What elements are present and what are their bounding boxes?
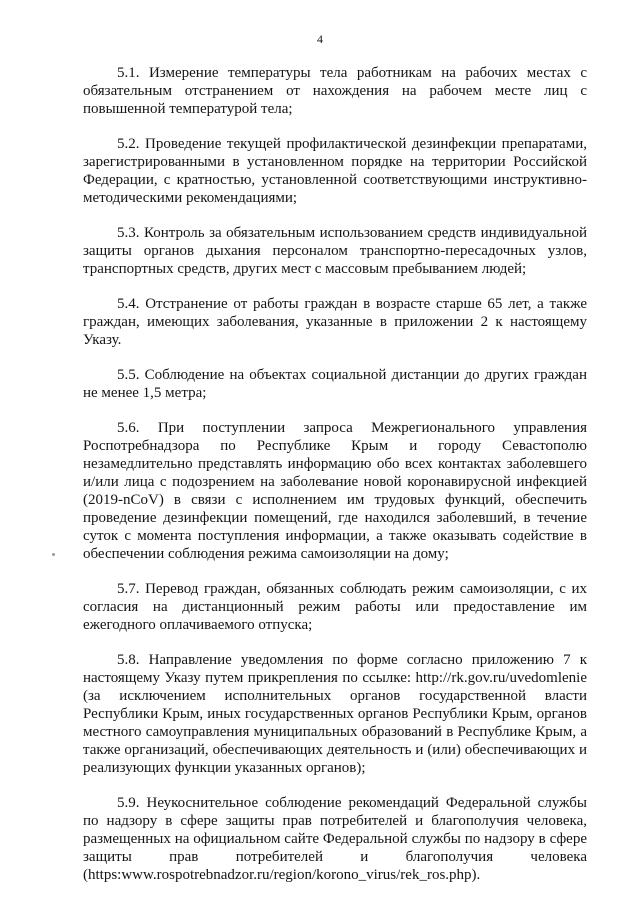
page-number: 4 [317,32,323,46]
paragraph-5-4: 5.4. Отстранение от работы граждан в возрасте старше 65 лет, а также граждан, имеющих заболевания, указанные в приложении 2 к настоящему Указу. [83,296,587,348]
paragraph-5-3: 5.3. Контроль за обязательным использованием средств индивидуальной защиты органов дыхания персоналом транспортно-пересадочных узлов, транспортных средств, других мест с массовым пребыванием людей; [83,225,587,277]
scan-speck [52,553,55,556]
paragraph-5-1: 5.1. Измерение температуры тела работникам на рабочих местах с обязательным отстранением от нахождения на рабочем месте лиц с повышенной температурой тела; [83,65,587,117]
paragraph-5-6: 5.6. При поступлении запроса Межрегионального управления Роспотребнадзора по Республике Крым и городу Севастополю незамедлительно представлять информацию обо всех контактах заболевшего и/или лица с подозрением на заболевание новой коронавирусной инфекцией (2019-nCoV) в связи с исполнением им трудовых функций, обеспечить проведение дезинфекции помещений, где находился заболевший, в течение суток с момента поступления информации, а также оказывать содействие в обеспечении соблюдения режима самоизоляции на дому; [83,420,587,562]
document-body [83,64,587,898]
paragraph-5-2: 5.2. Проведение текущей профилактической дезинфекции препаратами, зарегистрированными в установленном порядке на территории Российской Федерации, с кратностью, установленной соответствующими инструктивно-методическими рекомендациями; [83,136,587,206]
paragraph-5-9: 5.9. Неукоснительное соблюдение рекомендаций Федеральной службы по надзору в сфере защиты прав потребителей и благополучия человека, размещенных на официальном сайте Федеральной службы по надзору в сфере защиты прав потребителей и благополучия человека (https:www.rospotrebnadzor.ru/region/korono_virus/rek_ros.php). [83,795,587,883]
paragraph-5-7: 5.7. Перевод граждан, обязанных соблюдать режим самоизоляции, с их согласия на дистанционный режим работы или предоставление им ежегодного оплачиваемого отпуска; [83,581,587,633]
paragraph-5-8: 5.8. Направление уведомления по форме согласно приложению 7 к настоящему Указу путем прикрепления по ссылке: http://rk.gov.ru/uvedomlenie (за исключением исполнительных органов государственной власти Республики Крым, иных государственных органов Республики Крым, органов местного самоуправления муниципальных образований в Республике Крым, а также организаций, обеспечивающих деятельность и (или) обеспечивающих и реализующих функции указанных органов); [83,652,587,776]
paragraph-5-5: 5.5. Соблюдение на объектах социальной дистанции до других граждан не менее 1,5 метра; [83,367,587,401]
